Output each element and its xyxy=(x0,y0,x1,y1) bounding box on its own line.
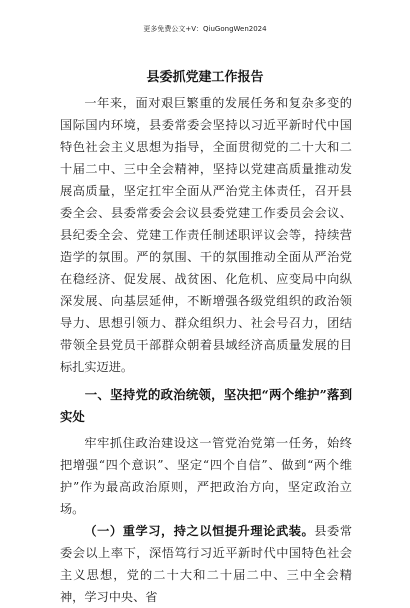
page-header-note: 更多免费公文+V：QiuGongWen2024 xyxy=(143,25,267,33)
document-body xyxy=(60,92,352,608)
subsection-1-text: 县委常委会以上率下，深悟笃行习近平新时代中国特色社会主义思想，党的二十大和二十届二中、三中全会精神，学习中央、省 xyxy=(60,524,353,604)
document-title: 县委抓党建工作报告 xyxy=(146,70,264,85)
intro-paragraph: 一年来，面对艰巨繁重的发展任务和复杂多变的国际国内环境，县委常委会坚持以习近平新时代中国特色社会主义思想为指导，全面贯彻党的二十大和二十届二中、三中全会精神，坚持以党建高质量推动发展高质量，坚定扛牢全面从严治党主体责任，召开县委全会、县委常委会会议县委党建工作委员会会议、县纪委全会、党建工作责任制述职评议会等，持续营造学的氛围。严的氛围、干的氛围推动全面从严治党在稳经济、促发展、战贫困、化危机、应变局中向纵深发展、向基层延伸，不断增强各级党组织的政治领导力、思想引领力、群众组织力、社会号召力，团结带领全县党员干部群众朝着县域经济高质量发展的目标扎实迈进。 xyxy=(60,96,352,374)
section-1-paragraph: 牢牢抓住政治建设这一管党治党第一任务，始终把增强“四个意识”、坚定“四个自信”、做到“两个维护”作为最高政治原则，严把政治方向，坚定政治立场。 xyxy=(60,436,352,516)
section-1-heading: 一、坚持党的政治统领，坚决把“两个维护”落到实处 xyxy=(60,387,352,424)
subsection-1-heading: （一）重学习，持之以恒提升理论武装。 xyxy=(84,524,315,538)
subsection-1-paragraph xyxy=(60,520,352,608)
